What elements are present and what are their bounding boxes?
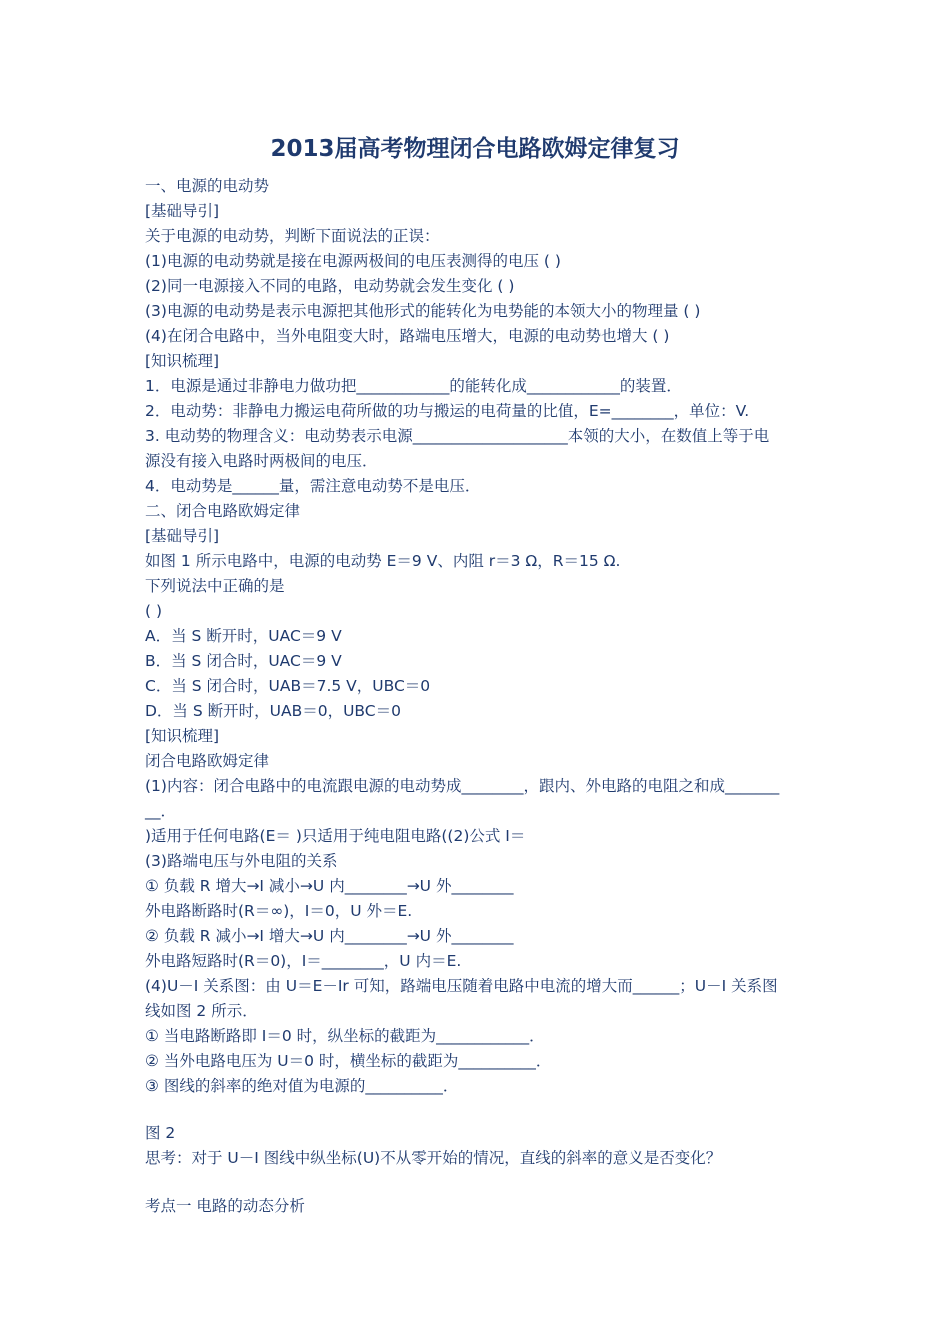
subheading-knowledge: [知识梳理] — [145, 352, 220, 370]
load-increase: ① 负载 R 增大→I 减小→U 内________→U 外________ — [145, 877, 514, 895]
problem-stem: 如图 1 所示电路中，电源的电动势 E＝9 V、内阻 r＝3 Ω，R＝15 Ω. — [145, 552, 621, 570]
option-d: D．当 S 断开时，UAB＝0，UBC＝0 — [145, 702, 401, 720]
option-a: A．当 S 断开时，UAC＝9 V — [145, 627, 342, 645]
law-heading: 闭合电路欧姆定律 — [145, 752, 270, 770]
subheading-basic-guide: [基础导引] — [145, 202, 220, 220]
ui-graph-desc-cont: 线如图 2 所示． — [145, 1002, 258, 1020]
knowledge-item-2: 2．电动势：非静电力搬运电荷所做的功与搬运的电荷量的比值，E=________，单位：V. — [145, 402, 750, 420]
subheading-knowledge-2: [知识梳理] — [145, 727, 220, 745]
law-formula: )适用于任何电路(E＝ )只适用于纯电阻电路((2)公式 I＝ — [145, 827, 526, 845]
load-decrease: ② 负载 R 减小→I 增大→U 内________→U 外________ — [145, 927, 514, 945]
exam-point-1-heading: 考点一 电路的动态分析 — [145, 1197, 305, 1215]
knowledge-item-3-cont: 源没有接入电路时两极间的电压． — [145, 452, 378, 470]
open-circuit: 外电路断路时(R＝∞)，I＝0，U 外＝E. — [145, 902, 413, 920]
true-false-item-2: (2)同一电源接入不同的电路，电动势就会发生变化 ( ) — [145, 277, 515, 295]
option-c: C．当 S 闭合时，UAB＝7.5 V，UBC＝0 — [145, 677, 431, 695]
ui-graph-desc: (4)U－I 关系图：由 U＝E－Ir 可知，路端电压随着电路中电流的增大而______；U－I 关系图 — [145, 977, 778, 995]
law-content-cont: __． — [145, 802, 177, 820]
question-intro: 关于电源的电动势，判断下面说法的正误： — [145, 227, 440, 245]
slope-meaning: ③ 图线的斜率的绝对值为电源的__________． — [145, 1077, 459, 1095]
law-content: (1)内容：闭合电路中的电流跟电源的电动势成________，跟内、外电路的电阻之和成_______ — [145, 777, 780, 795]
section-heading-emf: 一、电源的电动势 — [145, 177, 270, 195]
option-b: B．当 S 闭合时，UAC＝9 V — [145, 652, 342, 670]
answer-bracket: ( ) — [145, 602, 163, 620]
think-question: 思考：对于 U－I 图线中纵坐标(U)不从零开始的情况，直线的斜率的意义是否变化？ — [145, 1149, 722, 1167]
knowledge-item-4: 4．电动势是______量，需注意电动势不是电压． — [145, 477, 481, 495]
page-title: 2013届高考物理闭合电路欧姆定律复习 — [270, 136, 680, 162]
knowledge-item-3: 3. 电动势的物理含义：电动势表示电源____________________本领的大小，在数值上等于电 — [145, 427, 770, 445]
section-heading-ohm: 二、闭合电路欧姆定律 — [145, 502, 301, 520]
true-false-item-4: (4)在闭合电路中，当外电阻变大时，路端电压增大，电源的电动势也增大 ( ) — [145, 327, 670, 345]
true-false-item-1: (1)电源的电动势就是接在电源两极间的电压表测得的电压 ( ) — [145, 252, 561, 270]
intercept-i: ② 当外电路电压为 U＝0 时，横坐标的截距为__________． — [145, 1052, 552, 1070]
figure-2-caption: 图 2 — [145, 1124, 176, 1142]
problem-question: 下列说法中正确的是 — [145, 577, 285, 595]
short-circuit: 外电路短路时(R＝0)，I＝________，U 内＝E. — [145, 952, 462, 970]
subheading-basic-guide-2: [基础导引] — [145, 527, 220, 545]
true-false-item-3: (3)电源的电动势是表示电源把其他形式的能转化为电势能的本领大小的物理量 ( ) — [145, 302, 701, 320]
intercept-u: ① 当电路断路即 I＝0 时，纵坐标的截距为____________． — [145, 1027, 545, 1045]
knowledge-item-1: 1．电源是通过非静电力做功把____________的能转化成____________的装置． — [145, 377, 682, 395]
terminal-voltage-heading: (3)路端电压与外电阻的关系 — [145, 852, 338, 870]
